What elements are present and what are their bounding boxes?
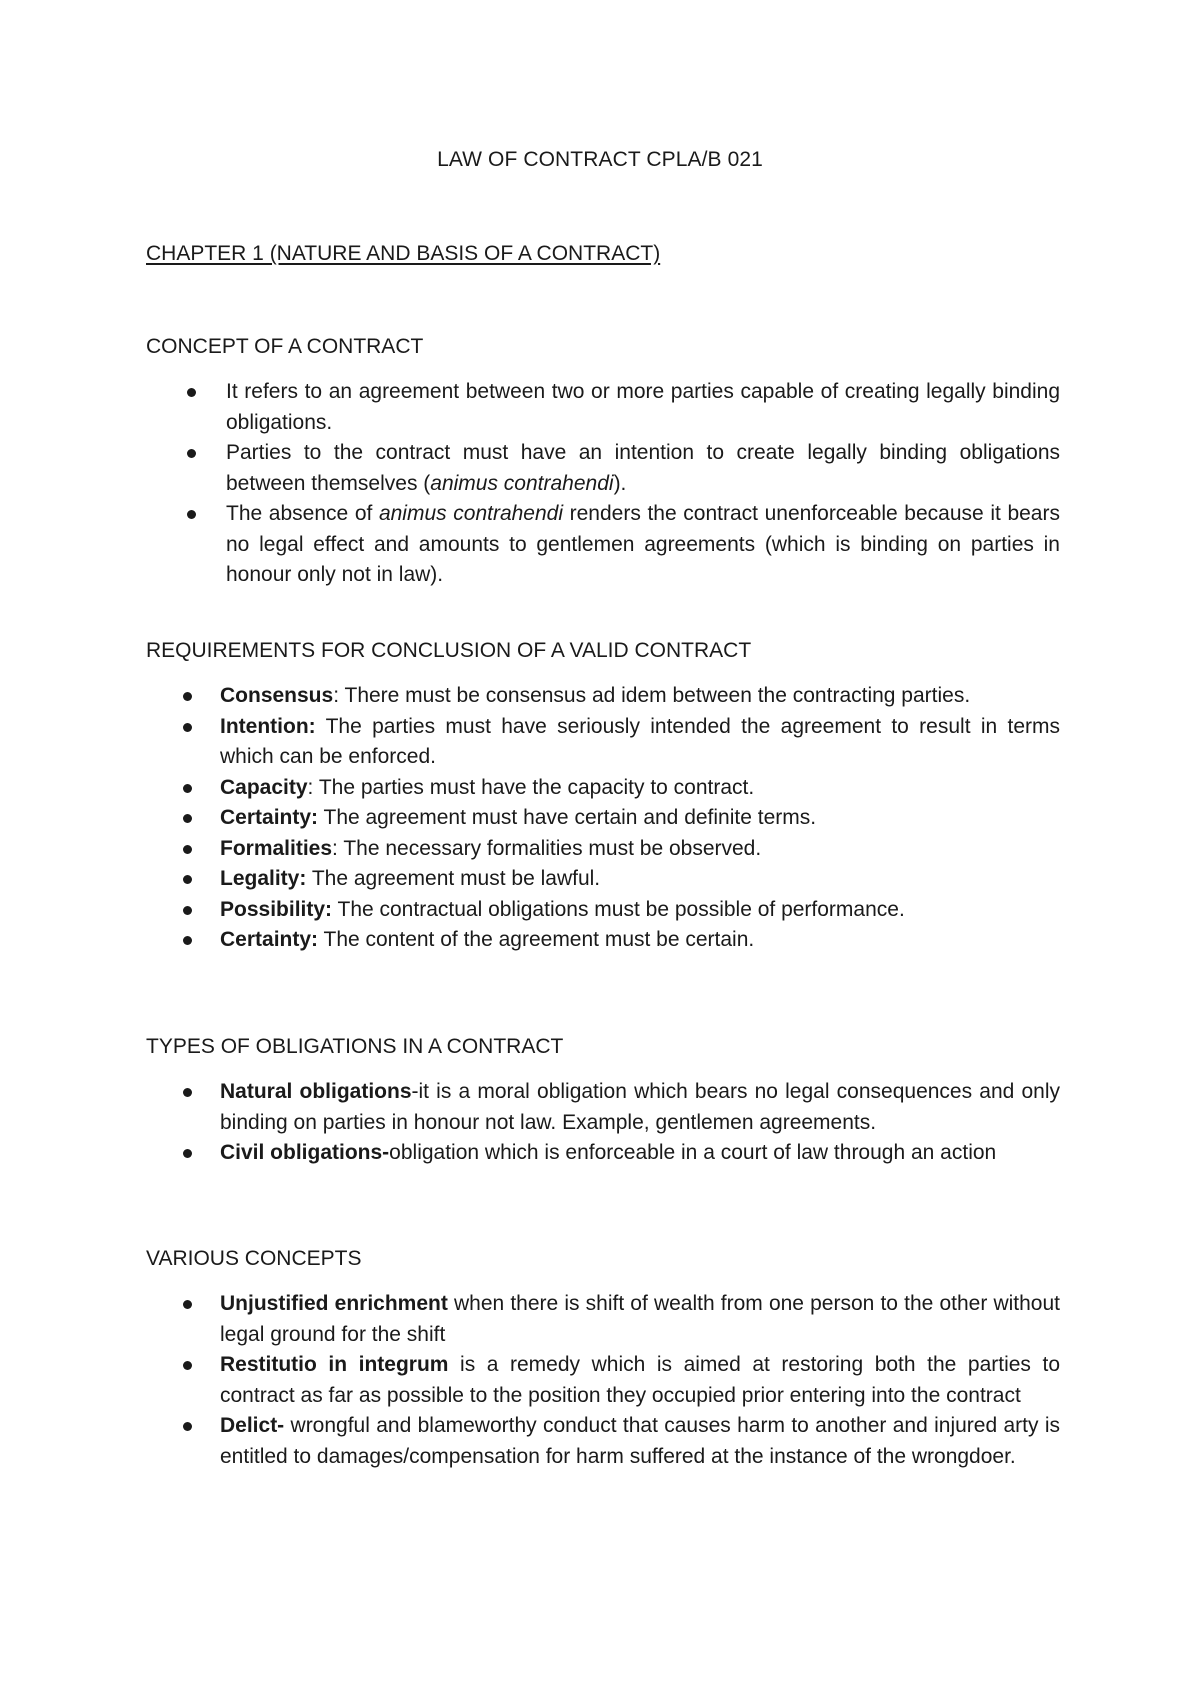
bullet-icon <box>183 784 192 793</box>
list-item <box>0 864 1060 895</box>
section-heading-requirements: REQUIREMENTS FOR CONCLUSION OF A VALID CONTRACT <box>146 639 752 662</box>
list-item-text: : The parties must have the capacity to contract. <box>307 775 755 799</box>
section-heading-various-concepts: VARIOUS CONCEPTS <box>146 1247 362 1270</box>
list-item-term: Delict- <box>220 1414 285 1437</box>
list-item-text: The agreement must have certain and definite terms. <box>318 806 817 829</box>
list-item-term: Intention: <box>220 714 316 738</box>
list-item-term: Certainty: <box>220 806 319 829</box>
list-item-text: The parties must have seriously intended the agreement to result in terms which can be enforced. <box>220 714 1060 768</box>
list-item-text: The content of the agreement must be certain. <box>318 928 755 951</box>
list-item-text: is a remedy which is aimed at restoring both the parties to contract as far as possible to the position they occupied prior entering into the contract <box>220 1353 1061 1407</box>
list-item <box>0 377 1060 438</box>
list-item <box>0 925 1060 956</box>
concepts-list <box>0 1289 1200 1472</box>
chapter-heading: CHAPTER 1 (NATURE AND BASIS OF A CONTRACT) <box>146 242 661 265</box>
bullet-icon <box>187 449 196 458</box>
bullet-icon <box>183 906 192 915</box>
bullet-icon <box>187 510 196 519</box>
bullet-icon <box>183 875 192 884</box>
list-item-text: : The necessary formalities must be observed. <box>332 836 762 860</box>
bullet-icon <box>183 936 192 945</box>
list-item-text: The agreement must be lawful. <box>306 867 601 890</box>
list-item <box>0 1350 1060 1411</box>
list-item-text: : There must be consensus ad idem between the contracting parties. <box>333 684 971 707</box>
list-item <box>0 834 1060 865</box>
list-item-term: Capacity <box>220 775 308 799</box>
section-heading-concept: CONCEPT OF A CONTRACT <box>146 335 424 358</box>
list-item-term: Unjustified enrichment <box>220 1292 448 1315</box>
bullet-icon <box>183 723 192 732</box>
bullet-icon <box>183 1149 192 1158</box>
list-item-term: Natural obligations <box>220 1080 412 1103</box>
list-item <box>0 773 1060 804</box>
bullet-icon <box>187 388 196 397</box>
list-item-text: -it is a moral obligation which bears no legal consequences and only binding on parties in honour not law. Example, gentlemen agreements. <box>220 1080 1060 1134</box>
list-item <box>0 1411 1060 1472</box>
list-item-text: obligation which is enforceable in a court of law through an action <box>389 1141 997 1164</box>
obligations-list <box>0 1077 1200 1169</box>
bullet-icon <box>183 814 192 823</box>
list-item <box>0 712 1060 773</box>
list-item <box>0 681 1060 712</box>
bullet-icon <box>183 1088 192 1097</box>
list-item <box>0 1138 1060 1169</box>
latin-term: animus contrahendi <box>378 502 564 525</box>
requirements-list <box>0 681 1200 956</box>
list-item-text: renders the contract unenforceable because it bears no legal effect and amounts to gentlemen agreements (which is binding on parties in honour only not in law). <box>226 502 1060 586</box>
bullet-icon <box>183 1300 192 1309</box>
list-item <box>0 438 1060 499</box>
list-item <box>0 499 1060 591</box>
list-item-text: The contractual obligations must be possible of performance. <box>332 897 905 921</box>
list-item-term: Consensus <box>220 684 334 707</box>
list-item <box>0 1289 1060 1350</box>
document-title: LAW OF CONTRACT CPLA/B 021 <box>437 148 763 171</box>
list-item-text: Parties to the contract must have an intention to create legally binding obligations between themselves ( <box>226 441 1060 495</box>
list-item <box>0 1077 1060 1138</box>
list-item <box>0 803 1060 834</box>
list-item-term: Restitutio in integrum <box>220 1353 449 1376</box>
bullet-icon <box>183 845 192 854</box>
bullet-icon <box>183 692 192 701</box>
latin-term: animus contrahendi <box>430 471 614 495</box>
list-item-text: ). <box>613 471 627 495</box>
concept-list <box>0 377 1200 591</box>
list-item-text: wrongful and blameworthy conduct that causes harm to another and injured arty is entitled to damages/compensation for harm suffered at the instance of the wrongdoer. <box>220 1414 1060 1468</box>
list-item-text: The absence of <box>226 502 379 525</box>
list-item-term: Possibility: <box>220 897 333 921</box>
list-item-term: Legality: <box>220 867 307 890</box>
list-item-term: Civil obligations- <box>220 1141 390 1164</box>
section-heading-obligations: TYPES OF OBLIGATIONS IN A CONTRACT <box>146 1035 564 1058</box>
list-item-term: Certainty: <box>220 928 319 951</box>
list-item-text: It refers to an agreement between two or more parties capable of creating legally binding obligations. <box>226 380 1060 434</box>
list-item-term: Formalities <box>220 836 333 860</box>
list-item <box>0 895 1060 926</box>
bullet-icon <box>183 1361 192 1370</box>
bullet-icon <box>183 1422 192 1431</box>
list-item-text: when there is shift of wealth from one person to the other without legal ground for the shift <box>220 1292 1061 1346</box>
